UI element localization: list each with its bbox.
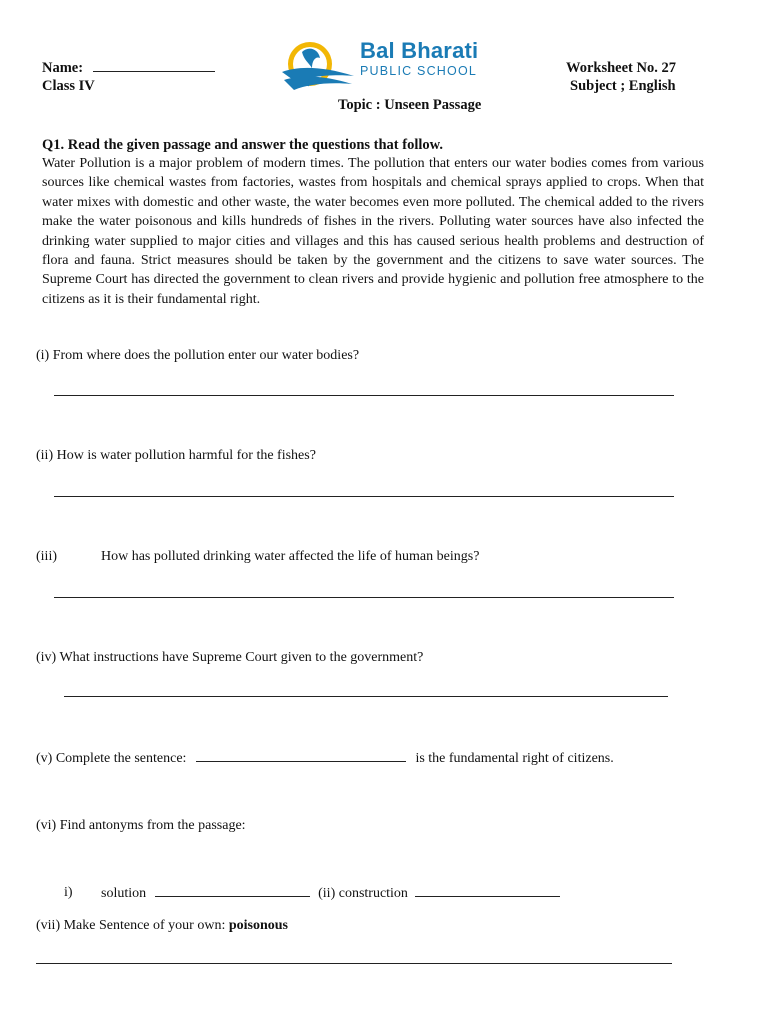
subject-label: Subject ; English xyxy=(570,78,676,94)
answer-line-iii[interactable] xyxy=(54,597,674,598)
question-v-suffix: is the fundamental right of citizens. xyxy=(415,751,614,766)
question-vii-word: poisonous xyxy=(228,918,288,933)
question-iv: (iv) What instructions have Supreme Court given to the government? xyxy=(36,650,424,665)
name-label: Name: xyxy=(42,60,84,76)
school-logo xyxy=(278,38,492,100)
antonym-row xyxy=(101,885,564,902)
question-i: (i) From where does the pollution enter our water bodies? xyxy=(36,348,360,363)
answer-line-vii[interactable] xyxy=(36,963,672,964)
antonym-word-solution: solution xyxy=(101,886,147,901)
question-vii xyxy=(36,918,288,934)
question-iii: How has polluted drinking water affected the life of human beings? xyxy=(101,549,480,564)
worksheet-number: Worksheet No. 27 xyxy=(566,60,676,76)
answer-line-i[interactable] xyxy=(54,395,674,396)
q1-heading: Q1. Read the given passage and answer the questions that follow. xyxy=(42,137,443,153)
question-v xyxy=(36,750,614,767)
antonym-word-construction: (ii) construction xyxy=(318,886,408,901)
answer-blank-solution[interactable] xyxy=(155,885,310,897)
answer-line-iv[interactable] xyxy=(64,696,668,697)
school-name-line1: Bal Bharati xyxy=(360,38,479,63)
class-label: Class IV xyxy=(42,78,95,94)
question-ii: (ii) How is water pollution harmful for the fishes? xyxy=(36,448,316,463)
answer-line-ii[interactable] xyxy=(54,496,674,497)
name-field xyxy=(42,60,219,77)
question-iii-number: (iii) xyxy=(36,549,57,564)
answer-blank-v[interactable] xyxy=(196,750,406,762)
name-blank[interactable] xyxy=(93,60,215,72)
question-v-prefix: (v) Complete the sentence: xyxy=(36,751,187,766)
question-vi: (vi) Find antonyms from the passage: xyxy=(36,818,246,833)
answer-blank-construction[interactable] xyxy=(415,885,560,897)
antonym-a-number: i) xyxy=(64,885,73,900)
school-emblem-icon xyxy=(278,38,358,98)
school-name-line2: PUBLIC SCHOOL xyxy=(360,64,478,78)
question-vii-prefix: (vii) Make Sentence of your own: xyxy=(36,918,226,933)
topic-title: Topic : Unseen Passage xyxy=(338,97,482,113)
reading-passage: Water Pollution is a major problem of modern times. The pollution that enters our water bodies comes from various sources like chemical wastes from factories, wastes from hospitals and chemical sprays applied to crops. When that water mixes with domestic and other waste, the water becomes even more polluted. The chemical added to the rivers make the water poisonous and kills hundreds of fishes in the rivers. Polluting water sources have also infected the drinking water supplied to major cities and villages and this has caused serious health problems and destruction of flora and fauna. Strict measures should be taken by the government and the citizens to save water sources. The Supreme Court has directed the government to clean rivers and provide hygienic and pollution free atmosphere to the citizens as it is their fundamental right. xyxy=(42,156,704,307)
